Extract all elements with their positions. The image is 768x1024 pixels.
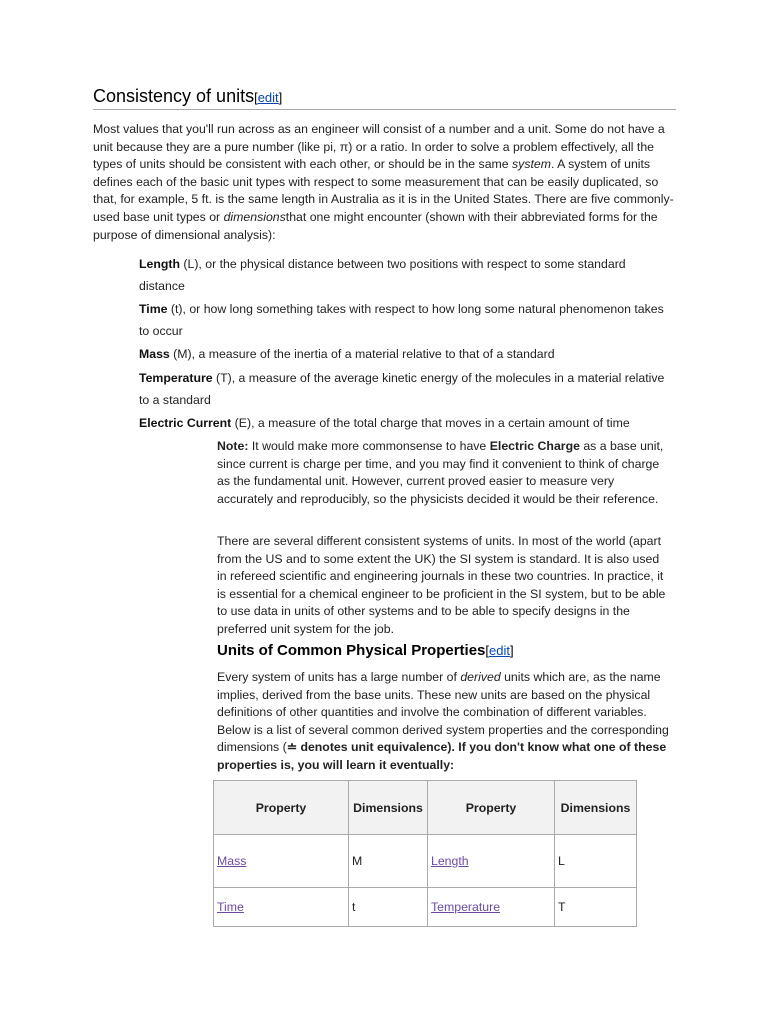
definition-text: (t), or how long something takes with respect to how long some natural phenomenon takes to occur xyxy=(139,302,664,338)
intro-paragraph xyxy=(93,121,675,244)
intro-text-3: that one might encounter (shown with their abbreviated forms for the purpose of dimensional analysis): xyxy=(93,209,658,242)
section-heading xyxy=(93,86,676,110)
definition-text: (M), a measure of the inertia of a material relative to that of a standard xyxy=(169,347,555,361)
table-cell xyxy=(428,888,555,927)
intro-system-word: system xyxy=(512,157,551,172)
table-row xyxy=(214,835,637,888)
definition-electric-current xyxy=(139,412,669,434)
definition-term: Temperature xyxy=(139,371,213,385)
intro-text-1: Most values that you'll run across as an engineer will consist of a number and a unit. Some do not have a unit because they are a pure number (like pi, π) or a ratio. In order to solve a problem effectively, all the types of units should be consistent with each other, or should be in the same xyxy=(93,122,665,172)
systems-paragraph: There are several different consistent systems of units. In most of the world (apart from the US and to some extent the UK) the SI system is standard. It is also used in refereed scientific and engineering journals in these two countries. In practice, it is essential for a chemical engineer to be proficient in the SI system, but to be able to use data in units of other systems and to be able to specify designs in the preferred unit system for the job. xyxy=(217,534,666,636)
note-text-1: It would make more commonsense to have xyxy=(248,439,490,453)
derived-text-2: units which are, as the name implies, derived from the base units. These new units are based on the physical definitions of other quantities and involve the combination of different variables. Below is a list of several common derived system properties and the corresponding dimensions ( xyxy=(217,670,669,755)
subsection-edit-link[interactable]: edit xyxy=(489,643,510,658)
definition-text: (L), or the physical distance between two positions with respect to some standard distance xyxy=(139,257,626,293)
subsection-edit-wrapper: [edit] xyxy=(485,643,514,658)
table-row xyxy=(214,888,637,927)
header-property: Property xyxy=(428,781,555,835)
table-cell: t xyxy=(349,888,428,927)
property-link-length[interactable]: Length xyxy=(431,854,469,868)
table-cell: T xyxy=(555,888,637,927)
property-link-time[interactable]: Time xyxy=(217,900,244,914)
table-cell xyxy=(214,835,349,888)
definition-mass xyxy=(139,343,669,365)
section-edit-wrapper: [edit] xyxy=(254,90,283,105)
equivalence-symbol: ≐ xyxy=(286,740,298,755)
derived-word: derived xyxy=(460,670,501,684)
definition-term: Length xyxy=(139,257,180,271)
note-text-2: as a base unit, since current is charge per time, and you may find it convenient to think of charge as the fundamental unit. However, current proved easier to measure very accurately and reproducibly, so the physicists decided it would be their reference. xyxy=(217,439,664,506)
table-cell: L xyxy=(555,835,637,888)
derived-bold-tail: denotes unit equivalence). If you don't know what one of these properties is, you will learn it eventually: xyxy=(217,740,667,772)
note-label: Note: xyxy=(217,439,249,453)
table-cell xyxy=(428,835,555,888)
section-edit-link[interactable]: edit xyxy=(257,90,279,105)
property-link-mass[interactable]: Mass xyxy=(217,854,247,868)
property-link-temperature[interactable]: Temperature xyxy=(431,900,501,914)
subsection-heading xyxy=(217,642,669,660)
table-header-row xyxy=(214,781,637,835)
table-cell xyxy=(214,888,349,927)
intro-dimensions-word: dimensions xyxy=(223,209,286,224)
header-dimensions: Dimensions xyxy=(555,781,637,835)
properties-table xyxy=(213,780,637,927)
definition-time xyxy=(139,298,669,342)
header-property: Property xyxy=(214,781,349,835)
subsection-title: Units of Common Physical Properties xyxy=(217,642,486,659)
section-title: Consistency of units xyxy=(93,86,255,106)
note-bold-term: Electric Charge xyxy=(489,439,580,453)
definition-text: (E), a measure of the total charge that moves in a certain amount of time xyxy=(231,416,630,430)
definition-length xyxy=(139,253,669,297)
definition-term: Mass xyxy=(139,347,170,361)
definition-term: Electric Current xyxy=(139,416,232,430)
header-dimensions: Dimensions xyxy=(349,781,428,835)
definition-temperature xyxy=(139,367,669,411)
intro-text-2: . A system of units defines each of the basic unit types with respect to some measurement that can be easily duplicated, so that, for example, 5 ft. is the same length in Australia as it is in the United States. There are five commonly-used base unit types or xyxy=(93,157,674,224)
note-paragraph xyxy=(217,438,669,508)
derived-text-1: Every system of units has a large number of xyxy=(217,670,461,684)
derived-paragraph xyxy=(217,669,669,775)
definition-text: (T), a measure of the average kinetic energy of the molecules in a material relative to a standard xyxy=(139,371,665,407)
definition-term: Time xyxy=(139,302,168,316)
table-cell: M xyxy=(349,835,428,888)
